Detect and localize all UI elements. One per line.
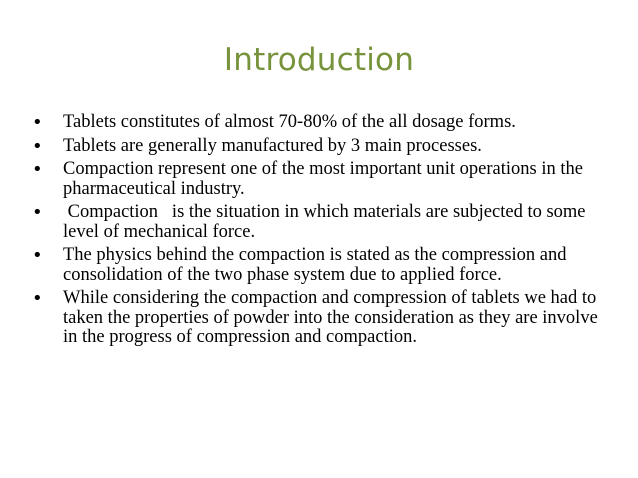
bullet-icon: • [32,135,43,157]
bullet-item [32,160,612,199]
bullet-text: Compaction represent one of the most important unit operations in the pharmaceutical industry. [63,159,588,199]
bullet-icon: • [32,159,43,180]
slide-title: Introduction [223,42,415,78]
bullet-text: Tablets are generally manufactured by 3 main processes. [63,135,482,156]
bullet-icon: • [32,202,43,223]
bullet-text: While considering the compaction and compression of tablets we had to taken the properties of powder into the consideration as they are involve in the progress of compression and compaction. [63,288,603,347]
bullet-item [32,113,612,133]
bullet-item [32,246,612,285]
bullet-text: Compaction is the situation in which materials are subjected to some level of mechanical force. [63,202,591,242]
bullet-icon: • [32,288,43,309]
bullet-item [32,289,612,348]
bullet-icon: • [32,112,43,133]
bullet-text: The physics behind the compaction is stated as the compression and consolidation of the two phase system due to applied force. [63,245,572,285]
bullet-text: Tablets constitutes of almost 70-80% of the all dosage forms. [63,112,516,132]
bullet-icon: • [32,245,43,266]
bullet-item [32,137,612,157]
bullet-item [32,203,612,242]
bullet-list [32,113,612,352]
